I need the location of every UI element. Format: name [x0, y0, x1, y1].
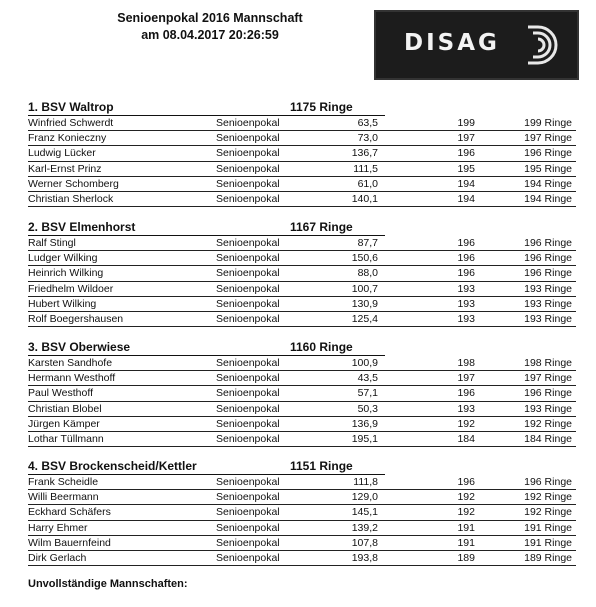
- shot-value: 195,1: [351, 432, 378, 445]
- ring-count: 184: [457, 432, 475, 445]
- discipline: Senioenpokal: [216, 417, 280, 430]
- shooter-name: Willi Beermann: [28, 491, 99, 504]
- shot-value: 43,5: [357, 372, 378, 385]
- shooter-name: Hubert Wilking: [28, 297, 97, 310]
- team-name: 4. BSV Brockenscheid/Kettler: [28, 459, 197, 473]
- discipline: Senioenpokal: [216, 282, 280, 295]
- shot-value: 150,6: [351, 252, 378, 265]
- discipline: Senioenpokal: [216, 521, 280, 534]
- discipline: Senioenpokal: [216, 147, 280, 160]
- ring-count: 196: [457, 476, 475, 488]
- table-row: [28, 312, 576, 327]
- discipline: Senioenpokal: [216, 192, 280, 205]
- ring-result: 192 Ringe: [524, 506, 572, 519]
- shooter-name: Friedhelm Wildoer: [28, 282, 114, 295]
- ring-result: 193 Ringe: [524, 282, 572, 295]
- discipline: Senioenpokal: [216, 312, 280, 325]
- ring-result: 191 Ringe: [524, 536, 572, 549]
- discipline: Senioenpokal: [216, 117, 280, 129]
- ring-count: 191: [457, 536, 475, 549]
- ring-count: 196: [457, 267, 475, 280]
- ring-result: 195 Ringe: [524, 162, 572, 175]
- shot-value: 130,9: [351, 297, 378, 310]
- shooter-name: Christian Blobel: [28, 402, 102, 415]
- shooter-name: Karl-Ernst Prinz: [28, 162, 102, 175]
- ring-count: 193: [457, 312, 475, 325]
- title-line-1: Senioenpokal 2016 Mannschaft: [117, 11, 303, 25]
- ring-count: 191: [457, 521, 475, 534]
- shot-value: 88,0: [357, 267, 378, 280]
- table-row: [28, 417, 576, 432]
- shooter-name: Harry Ehmer: [28, 521, 88, 534]
- shot-value: 111,5: [353, 162, 378, 175]
- table-row: [28, 236, 576, 251]
- shot-value: 145,1: [351, 506, 378, 519]
- ring-result: 196 Ringe: [524, 476, 572, 488]
- page-header: [0, 0, 596, 90]
- team-section: [28, 340, 576, 447]
- table-row: [28, 475, 576, 490]
- shooter-name: Heinrich Wilking: [28, 267, 104, 280]
- shot-value: 140,1: [351, 192, 378, 205]
- discipline: Senioenpokal: [216, 536, 280, 549]
- ring-count: 192: [457, 491, 475, 504]
- shot-value: 100,7: [351, 282, 378, 295]
- shooter-name: Hermann Westhoff: [28, 372, 116, 385]
- team-total: 1160 Ringe: [290, 340, 353, 354]
- ring-result: 197 Ringe: [524, 132, 572, 145]
- ring-result: 192 Ringe: [524, 417, 572, 430]
- team-section: [28, 220, 576, 327]
- ring-result: 192 Ringe: [524, 491, 572, 504]
- ring-result: 193 Ringe: [524, 402, 572, 415]
- incomplete-teams-heading: Unvollständige Mannschaften:: [28, 578, 188, 590]
- ring-count: 194: [457, 177, 475, 190]
- shooter-name: Winfried Schwerdt: [28, 117, 114, 129]
- shot-value: 129,0: [351, 491, 378, 504]
- team-section: [28, 459, 576, 566]
- ring-result: 196 Ringe: [524, 147, 572, 160]
- ring-count: 197: [457, 132, 475, 145]
- shot-value: 111,8: [353, 476, 378, 488]
- table-row: [28, 521, 576, 536]
- team-rows: [28, 356, 576, 447]
- shot-value: 193,8: [351, 551, 378, 564]
- ring-count: 193: [457, 297, 475, 310]
- ring-count: 192: [457, 506, 475, 519]
- table-row: [28, 177, 576, 192]
- shooter-name: Karsten Sandhofe: [28, 357, 113, 369]
- ring-count: 198: [457, 357, 475, 369]
- team-total: 1167 Ringe: [290, 220, 353, 234]
- ring-count: 196: [457, 252, 475, 265]
- discipline: Senioenpokal: [216, 402, 280, 415]
- discipline: Senioenpokal: [216, 491, 280, 504]
- ring-count: 195: [457, 162, 475, 175]
- ring-result: 197 Ringe: [524, 372, 572, 385]
- team-header: [28, 100, 576, 116]
- ring-count: 196: [457, 387, 475, 400]
- ring-result: 193 Ringe: [524, 312, 572, 325]
- discipline: Senioenpokal: [216, 506, 280, 519]
- discipline: Senioenpokal: [216, 432, 280, 445]
- shooter-name: Frank Scheidle: [28, 476, 99, 488]
- discipline: Senioenpokal: [216, 297, 280, 310]
- shot-value: 100,9: [351, 357, 378, 369]
- table-row: [28, 551, 576, 566]
- table-row: [28, 146, 576, 161]
- shooter-name: Ralf Stingl: [28, 237, 76, 249]
- page-title: [90, 10, 330, 44]
- shooter-name: Dirk Gerlach: [28, 551, 87, 564]
- discipline: Senioenpokal: [216, 357, 280, 369]
- shot-value: 139,2: [351, 521, 378, 534]
- team-total: 1175 Ringe: [290, 100, 353, 114]
- shot-value: 57,1: [357, 387, 378, 400]
- shooter-name: Wilm Bauernfeind: [28, 536, 111, 549]
- ring-count: 194: [457, 192, 475, 205]
- shot-value: 136,7: [351, 147, 378, 160]
- shot-value: 125,4: [351, 312, 378, 325]
- shot-value: 136,9: [351, 417, 378, 430]
- team-rows: [28, 116, 576, 207]
- table-row: [28, 432, 576, 447]
- table-row: [28, 536, 576, 551]
- discipline: Senioenpokal: [216, 267, 280, 280]
- discipline: Senioenpokal: [216, 476, 280, 488]
- team-header: [28, 459, 576, 475]
- ring-result: 198 Ringe: [524, 357, 572, 369]
- discipline: Senioenpokal: [216, 132, 280, 145]
- ring-result: 196 Ringe: [524, 237, 572, 249]
- shot-value: 73,0: [357, 132, 378, 145]
- shooter-name: Jürgen Kämper: [28, 417, 100, 430]
- table-row: [28, 490, 576, 505]
- shooter-name: Lothar Tüllmann: [28, 432, 104, 445]
- logo-d-icon: [524, 24, 564, 66]
- team-rows: [28, 236, 576, 327]
- shooter-name: Franz Konieczny: [28, 132, 107, 145]
- shot-value: 61,0: [357, 177, 378, 190]
- table-row: [28, 297, 576, 312]
- ring-result: 196 Ringe: [524, 267, 572, 280]
- shooter-name: Ludger Wilking: [28, 252, 98, 265]
- team-name: 1. BSV Waltrop: [28, 100, 114, 114]
- discipline: Senioenpokal: [216, 177, 280, 190]
- ring-count: 189: [457, 551, 475, 564]
- ring-result: 194 Ringe: [524, 192, 572, 205]
- shooter-name: Ludwig Lücker: [28, 147, 96, 160]
- shooter-name: Paul Westhoff: [28, 387, 93, 400]
- table-row: [28, 282, 576, 297]
- ring-count: 193: [457, 282, 475, 295]
- ring-result: 189 Ringe: [524, 551, 572, 564]
- table-row: [28, 192, 576, 207]
- table-row: [28, 116, 576, 131]
- title-line-2: am 08.04.2017 20:26:59: [141, 28, 279, 42]
- ring-result: 196 Ringe: [524, 387, 572, 400]
- shot-value: 87,7: [357, 237, 378, 249]
- ring-result: 199 Ringe: [524, 117, 572, 129]
- team-name: 3. BSV Oberwiese: [28, 340, 131, 354]
- ring-result: 194 Ringe: [524, 177, 572, 190]
- discipline: Senioenpokal: [216, 252, 280, 265]
- ring-result: 191 Ringe: [524, 521, 572, 534]
- logo-text: DISAG: [404, 30, 500, 56]
- team-header: [28, 220, 576, 236]
- ring-count: 192: [457, 417, 475, 430]
- table-row: [28, 266, 576, 281]
- ring-count: 197: [457, 372, 475, 385]
- ring-result: 193 Ringe: [524, 297, 572, 310]
- discipline: Senioenpokal: [216, 162, 280, 175]
- table-row: [28, 386, 576, 401]
- team-section: [28, 100, 576, 207]
- shooter-name: Werner Schomberg: [28, 177, 119, 190]
- ring-count: 196: [457, 147, 475, 160]
- shot-value: 107,8: [351, 536, 378, 549]
- team-rows: [28, 475, 576, 566]
- discipline: Senioenpokal: [216, 372, 280, 385]
- discipline: Senioenpokal: [216, 237, 280, 249]
- ring-count: 193: [457, 402, 475, 415]
- shot-value: 50,3: [357, 402, 378, 415]
- team-header: [28, 340, 576, 356]
- table-row: [28, 505, 576, 520]
- table-row: [28, 402, 576, 417]
- table-row: [28, 356, 576, 371]
- shooter-name: Rolf Boegershausen: [28, 312, 124, 325]
- table-row: [28, 131, 576, 146]
- ring-result: 196 Ringe: [524, 252, 572, 265]
- shot-value: 63,5: [357, 117, 378, 129]
- table-row: [28, 162, 576, 177]
- discipline: Senioenpokal: [216, 387, 280, 400]
- ring-count: 199: [457, 117, 475, 129]
- table-row: [28, 371, 576, 386]
- ring-count: 196: [457, 237, 475, 249]
- ring-result: 184 Ringe: [524, 432, 572, 445]
- disag-logo: [374, 10, 579, 80]
- discipline: Senioenpokal: [216, 551, 280, 564]
- table-row: [28, 251, 576, 266]
- shooter-name: Eckhard Schäfers: [28, 506, 111, 519]
- team-total: 1151 Ringe: [290, 459, 353, 473]
- shooter-name: Christian Sherlock: [28, 192, 114, 205]
- team-name: 2. BSV Elmenhorst: [28, 220, 136, 234]
